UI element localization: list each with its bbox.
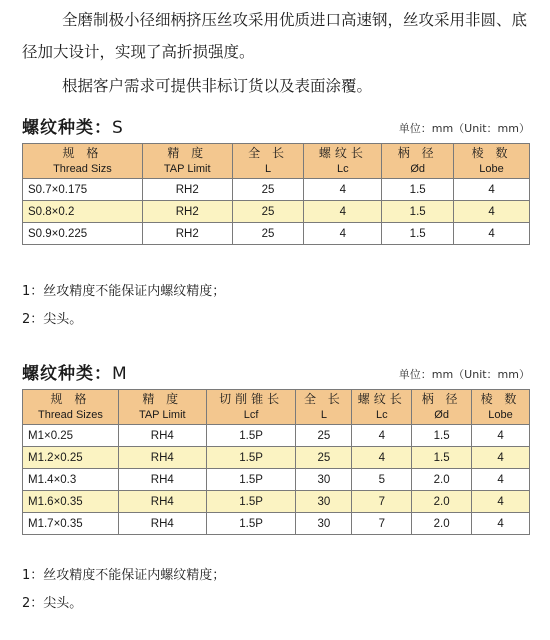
- column-header-en: Thread Sizes: [38, 409, 103, 421]
- intro-text: [22, 4, 542, 102]
- table-cell: 4: [472, 491, 530, 513]
- table-cell: 4: [454, 223, 530, 245]
- table-cell: 30: [296, 491, 352, 513]
- section-m-unit: 单位：mm（Unit：mm）: [398, 368, 530, 381]
- table-cell: 4: [352, 425, 412, 447]
- table-cell: 1.5P: [206, 469, 296, 491]
- table-cell: 4: [304, 201, 382, 223]
- table-cell: 25: [296, 447, 352, 469]
- table-cell: M1.6×0.35: [23, 491, 119, 513]
- column-header: [206, 390, 296, 425]
- table-cell: 1.5: [382, 201, 454, 223]
- table-cell: 4: [454, 179, 530, 201]
- section-m-code: M: [112, 364, 128, 384]
- section-m-title: [22, 359, 128, 384]
- section-s-header: [22, 112, 530, 138]
- table-cell: RH4: [118, 491, 206, 513]
- section-m-table-body: [23, 425, 530, 535]
- table-row: [23, 513, 530, 535]
- column-header-zh: 精 度: [167, 146, 208, 160]
- table-cell: 4: [454, 201, 530, 223]
- column-header-zh: 切削锥长: [219, 392, 284, 406]
- table-cell: 4: [352, 447, 412, 469]
- column-header-en: Ød: [434, 409, 449, 421]
- column-header-en: Lc: [337, 163, 349, 175]
- column-header-en: L: [320, 409, 327, 421]
- column-header-zh: 棱 数: [480, 392, 521, 406]
- column-header-zh: 精 度: [142, 392, 183, 406]
- table-cell: 1.5P: [206, 513, 296, 535]
- table-cell: RH2: [142, 201, 232, 223]
- table-cell: 2.0: [412, 469, 472, 491]
- table-cell: 4: [472, 513, 530, 535]
- note-line: 1：丝攻精度不能保证内螺纹精度；: [22, 284, 226, 299]
- table-cell: 4: [472, 425, 530, 447]
- section-m-title-label: 螺纹种类：: [22, 364, 112, 384]
- column-header-zh: 棱 数: [471, 146, 512, 160]
- column-header-zh: 柄 径: [397, 146, 438, 160]
- table-cell: 1.5P: [206, 491, 296, 513]
- section-m-notes: [22, 562, 225, 618]
- column-header-zh: 螺纹长: [357, 392, 406, 406]
- section-m-table: [22, 389, 530, 535]
- table-cell: 5: [352, 469, 412, 491]
- column-header-zh: 全 长: [248, 146, 288, 160]
- table-cell: 1.5: [382, 179, 454, 201]
- column-header: [232, 144, 304, 179]
- table-cell: 1.5P: [206, 425, 296, 447]
- table-cell: RH4: [118, 425, 206, 447]
- column-header-en: Lobe: [479, 163, 504, 175]
- table-cell: RH4: [118, 513, 206, 535]
- table-cell: 7: [352, 513, 412, 535]
- table-cell: 4: [304, 179, 382, 201]
- table-cell: 1.5: [412, 447, 472, 469]
- table-cell: S0.9×0.225: [23, 223, 143, 245]
- section-s-title-label: 螺纹种类：: [22, 118, 112, 138]
- column-header-en: Ød: [410, 163, 426, 175]
- column-header-zh: 柄 径: [421, 392, 462, 406]
- column-header-zh: 规 格: [50, 392, 91, 406]
- table-cell: M1.4×0.3: [23, 469, 119, 491]
- column-header-en: TAP Limit: [163, 163, 211, 175]
- table-cell: 2.0: [412, 513, 472, 535]
- column-header: [454, 144, 530, 179]
- table-row: [23, 223, 530, 245]
- table-cell: 1.5: [382, 223, 454, 245]
- column-header: [352, 390, 412, 425]
- table-row: [23, 469, 530, 491]
- table-cell: S0.8×0.2: [23, 201, 143, 223]
- table-cell: 25: [232, 179, 304, 201]
- table-row: [23, 425, 530, 447]
- table-cell: RH2: [142, 223, 232, 245]
- table-cell: RH2: [142, 179, 232, 201]
- column-header-en: TAP Limit: [138, 409, 186, 421]
- column-header: [412, 390, 472, 425]
- table-cell: 4: [472, 469, 530, 491]
- note-line: 1：丝攻精度不能保证内螺纹精度；: [22, 568, 226, 583]
- table-cell: M1×0.25: [23, 425, 119, 447]
- table-cell: RH4: [118, 469, 206, 491]
- table-cell: 30: [296, 513, 352, 535]
- table-cell: 25: [232, 223, 304, 245]
- table-row: [23, 491, 530, 513]
- table-cell: 2.0: [412, 491, 472, 513]
- table-cell: 30: [296, 469, 352, 491]
- section-s-code: S: [112, 118, 124, 138]
- note-line: 2：尖头。: [22, 312, 83, 327]
- column-header-zh: 全 长: [303, 392, 344, 406]
- table-cell: 25: [232, 201, 304, 223]
- column-header-en: L: [264, 163, 272, 175]
- column-header-zh: 螺纹长: [318, 146, 367, 160]
- column-header: [23, 144, 143, 179]
- intro-paragraph-2: 根据客户需求可提供非标订货以及表面涂覆。: [62, 77, 373, 95]
- table-cell: 25: [296, 425, 352, 447]
- table-row: [23, 447, 530, 469]
- table-cell: 1.5: [412, 425, 472, 447]
- table-cell: 4: [472, 447, 530, 469]
- column-header-en: Lobe: [488, 409, 513, 421]
- table-cell: M1.2×0.25: [23, 447, 119, 469]
- column-header-en: Lcf: [243, 409, 259, 421]
- table-cell: RH4: [118, 447, 206, 469]
- section-s-unit: 单位：mm（Unit：mm）: [398, 122, 530, 135]
- column-header: [382, 144, 454, 179]
- table-cell: 4: [304, 223, 382, 245]
- section-s-title: [22, 113, 124, 138]
- column-header-en: Thread Sizs: [53, 163, 112, 175]
- column-header: [472, 390, 530, 425]
- section-s-notes: [22, 278, 225, 334]
- column-header: [118, 390, 206, 425]
- section-s-table: [22, 143, 530, 245]
- table-row: [23, 201, 530, 223]
- column-header: [296, 390, 352, 425]
- intro-paragraph-1: 全磨制极小径细柄挤压丝攻采用优质进口高速钢，丝攻采用非圆、底径加大设计，实现了高折损强度。: [22, 11, 528, 61]
- column-header-zh: 规 格: [62, 146, 103, 160]
- column-header: [304, 144, 382, 179]
- table-cell: S0.7×0.175: [23, 179, 143, 201]
- column-header: [142, 144, 232, 179]
- section-s-table-head: [23, 144, 530, 179]
- section-m-header: [22, 358, 530, 384]
- column-header-en: Lc: [375, 409, 388, 421]
- table-cell: 7: [352, 491, 412, 513]
- table-row: [23, 179, 530, 201]
- section-s-table-body: [23, 179, 530, 245]
- section-m-table-head: [23, 390, 530, 425]
- table-cell: M1.7×0.35: [23, 513, 119, 535]
- note-line: 2：尖头。: [22, 596, 83, 611]
- table-cell: 1.5P: [206, 447, 296, 469]
- column-header: [23, 390, 119, 425]
